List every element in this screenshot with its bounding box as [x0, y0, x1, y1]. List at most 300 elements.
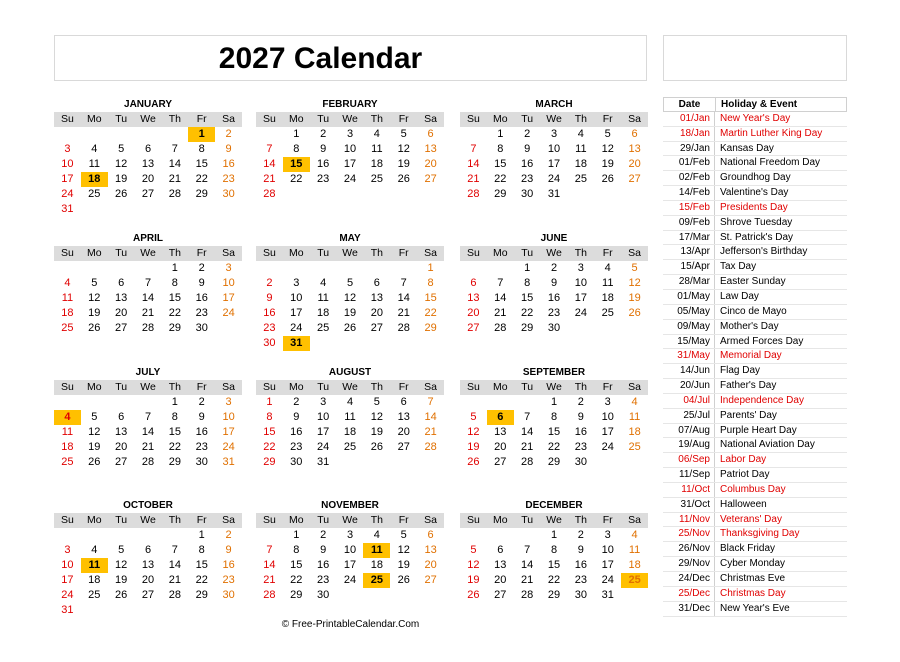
day-cell: 13 [115, 292, 128, 304]
holiday-day-cell: 25 [363, 573, 390, 588]
month-grid [256, 246, 444, 351]
day-cell: 29 [547, 589, 561, 601]
day-cell: 30 [521, 188, 534, 200]
day-cell: 11 [371, 143, 383, 155]
weekday-header: Th [161, 380, 188, 395]
empty-day-cell [135, 528, 162, 543]
holiday-row [663, 557, 847, 572]
day-cell: 10 [547, 143, 561, 155]
weekday-header: Th [161, 513, 188, 528]
day-cell: 18 [317, 307, 330, 319]
day-cell: 29 [547, 456, 561, 468]
day-cell: 19 [370, 426, 383, 438]
day-cell: 9 [198, 411, 205, 423]
day-cell: 1 [524, 262, 531, 274]
weekday-header: Fr [594, 246, 621, 261]
weekday-header: Mo [81, 513, 108, 528]
day-cell: 28 [141, 456, 155, 468]
holiday-day-cell: 25 [621, 573, 648, 588]
holiday-event: Armed Forces Day [720, 335, 804, 347]
month-november [256, 498, 444, 603]
month-january [54, 97, 242, 217]
holiday-event: Martin Luther King Day [720, 127, 823, 139]
day-cell: 29 [168, 322, 181, 334]
holiday-row [663, 409, 847, 424]
day-cell: 17 [61, 173, 74, 185]
empty-day-cell [460, 395, 487, 410]
day-cell: 13 [494, 426, 507, 438]
day-cell: 17 [343, 158, 357, 170]
weekday-header: Fr [390, 513, 417, 528]
empty-day-cell [363, 261, 390, 276]
holiday-list [663, 97, 847, 617]
day-cell: 24 [61, 188, 74, 200]
holiday-date: 06/Sep [663, 453, 715, 467]
empty-day-cell [487, 395, 514, 410]
holiday-event: New Year's Eve [720, 602, 790, 614]
day-cell: 1 [497, 128, 504, 140]
day-cell: 21 [141, 441, 155, 453]
month-name: OCTOBER [123, 500, 173, 511]
holiday-row [663, 171, 847, 186]
month-march [460, 97, 648, 202]
weekday-header: We [135, 246, 162, 261]
day-cell: 16 [574, 559, 587, 571]
side-header-box [663, 35, 847, 81]
day-cell: 29 [424, 322, 437, 334]
weekday-header: Su [460, 112, 487, 127]
day-cell: 12 [88, 426, 101, 438]
day-cell: 30 [222, 188, 235, 200]
holiday-day-cell: 15 [283, 157, 310, 172]
day-cell: 10 [317, 411, 330, 423]
day-cell: 30 [574, 456, 587, 468]
day-cell: 17 [61, 574, 74, 586]
day-cell: 28 [521, 589, 534, 601]
day-cell: 30 [547, 322, 561, 334]
holiday-row [663, 602, 847, 617]
day-cell: 25 [61, 456, 74, 468]
day-cell: 2 [550, 262, 558, 274]
day-cell: 1 [293, 128, 300, 140]
holiday-date: 14/Feb [663, 186, 715, 200]
day-cell: 28 [263, 589, 276, 601]
holiday-row [663, 453, 847, 468]
day-cell: 26 [88, 322, 101, 334]
day-cell: 19 [88, 307, 101, 319]
day-cell: 12 [115, 559, 128, 571]
day-cell: 23 [263, 322, 276, 334]
holiday-date: 01/Jan [663, 112, 715, 126]
day-cell: 14 [263, 158, 276, 170]
holiday-row [663, 320, 847, 335]
day-cell: 22 [195, 173, 208, 185]
month-july [54, 365, 242, 470]
day-cell: 24 [574, 307, 587, 319]
day-cell: 28 [168, 188, 181, 200]
day-cell: 9 [577, 411, 584, 423]
day-cell: 5 [373, 396, 380, 408]
day-cell: 10 [290, 292, 303, 304]
day-cell: 14 [467, 158, 480, 170]
day-cell: 7 [524, 544, 531, 556]
weekday-header: We [135, 380, 162, 395]
holiday-date: 29/Nov [663, 557, 715, 571]
weekday-header: Su [54, 380, 81, 395]
holiday-row [663, 335, 847, 350]
day-cell: 28 [467, 188, 480, 200]
weekday-header: Tu [108, 112, 135, 127]
day-cell: 18 [370, 158, 383, 170]
day-cell: 16 [195, 292, 208, 304]
day-cell: 20 [467, 307, 480, 319]
day-cell: 5 [91, 277, 98, 289]
day-cell: 31 [317, 456, 330, 468]
day-cell: 3 [225, 396, 232, 408]
day-cell: 5 [400, 529, 407, 541]
day-cell: 12 [467, 559, 480, 571]
holiday-date: 15/Apr [663, 260, 715, 274]
weekday-header: We [541, 513, 568, 528]
day-cell: 14 [263, 559, 276, 571]
day-cell: 21 [168, 173, 181, 185]
weekday-header: Tu [108, 246, 135, 261]
day-cell: 17 [343, 559, 357, 571]
day-cell: 19 [467, 574, 480, 586]
day-cell: 22 [168, 307, 181, 319]
day-cell: 11 [628, 544, 641, 556]
day-cell: 7 [144, 411, 152, 423]
weekday-header: Sa [621, 380, 648, 395]
day-cell: 17 [290, 307, 303, 319]
month-grid [256, 112, 444, 202]
day-cell: 11 [88, 158, 100, 170]
day-cell: 9 [225, 143, 232, 155]
day-cell: 29 [494, 188, 507, 200]
day-cell: 18 [628, 559, 641, 571]
holiday-row [663, 186, 847, 201]
day-cell: 23 [574, 574, 587, 586]
holiday-date-header: Date [664, 98, 716, 111]
day-cell: 25 [61, 322, 74, 334]
holiday-date: 19/Aug [663, 438, 715, 452]
empty-day-cell [135, 395, 162, 410]
holiday-event: Thanksgiving Day [720, 528, 800, 540]
day-cell: 21 [521, 441, 534, 453]
month-february [256, 97, 444, 202]
empty-day-cell [460, 528, 487, 543]
day-cell: 16 [574, 426, 587, 438]
holiday-event: Easter Sunday [720, 276, 786, 288]
day-cell: 23 [222, 574, 235, 586]
day-cell: 15 [168, 292, 181, 304]
day-cell: 18 [601, 292, 614, 304]
weekday-header: We [337, 513, 364, 528]
day-cell: 5 [118, 544, 125, 556]
day-cell: 14 [494, 292, 507, 304]
day-cell: 26 [343, 322, 357, 334]
holiday-row [663, 527, 847, 542]
page-title: 2027 Calendar [218, 42, 423, 75]
day-cell: 16 [547, 292, 561, 304]
holiday-event: Purple Heart Day [720, 424, 797, 436]
day-cell: 4 [346, 396, 354, 408]
day-cell: 6 [118, 411, 125, 423]
weekday-header: We [541, 112, 568, 127]
holiday-date: 13/Apr [663, 245, 715, 259]
day-cell: 5 [470, 411, 477, 423]
holiday-row [663, 305, 847, 320]
day-cell: 25 [601, 307, 614, 319]
day-cell: 28 [521, 456, 534, 468]
holiday-row [663, 424, 847, 439]
day-cell: 4 [631, 396, 638, 408]
empty-day-cell [460, 261, 487, 276]
day-cell: 19 [88, 441, 101, 453]
day-cell: 2 [266, 277, 273, 289]
day-cell: 26 [467, 589, 480, 601]
weekday-header: Mo [283, 513, 310, 528]
day-cell: 13 [141, 158, 155, 170]
day-cell: 18 [61, 307, 74, 319]
day-cell: 19 [628, 292, 641, 304]
day-cell: 5 [470, 544, 477, 556]
weekday-header: Tu [108, 380, 135, 395]
day-cell: 16 [317, 559, 330, 571]
weekday-header: Sa [215, 513, 242, 528]
day-cell: 10 [61, 559, 74, 571]
weekday-header: Mo [283, 380, 310, 395]
day-cell: 26 [601, 173, 614, 185]
day-cell: 27 [115, 456, 128, 468]
holiday-date: 02/Feb [663, 171, 715, 185]
day-cell: 10 [601, 411, 614, 423]
footer-credit: © Free-PrintableCalendar.Com [281, 619, 420, 630]
weekday-header: Tu [310, 246, 337, 261]
holiday-row [663, 290, 847, 305]
empty-day-cell [81, 528, 108, 543]
month-grid [54, 246, 242, 336]
weekday-header: Th [567, 112, 594, 127]
day-cell: 1 [266, 396, 273, 408]
day-cell: 26 [115, 188, 128, 200]
day-cell: 26 [397, 173, 410, 185]
empty-day-cell [161, 127, 188, 142]
holiday-event: Independence Day [720, 394, 804, 406]
weekday-header: Su [54, 513, 81, 528]
day-cell: 3 [550, 128, 558, 140]
day-cell: 3 [320, 396, 327, 408]
day-cell: 22 [494, 173, 507, 185]
day-cell: 8 [293, 143, 300, 155]
holiday-date: 31/Oct [663, 498, 715, 512]
day-cell: 13 [115, 426, 128, 438]
day-cell: 4 [631, 529, 638, 541]
holiday-day-cell: 11 [363, 543, 390, 558]
month-grid [460, 112, 648, 202]
day-cell: 10 [343, 544, 357, 556]
day-cell: 12 [88, 292, 101, 304]
empty-day-cell [135, 127, 162, 142]
weekday-header: We [135, 513, 162, 528]
day-cell: 27 [424, 173, 437, 185]
day-cell: 9 [550, 277, 558, 289]
empty-day-cell [81, 127, 108, 142]
day-cell: 9 [225, 544, 232, 556]
day-cell: 10 [574, 277, 587, 289]
day-cell: 20 [628, 158, 641, 170]
day-cell: 22 [547, 441, 561, 453]
day-cell: 11 [344, 411, 356, 423]
holiday-date: 09/May [663, 320, 715, 334]
weekday-header: Mo [283, 112, 310, 127]
month-name: MARCH [535, 99, 573, 110]
holiday-date: 25/Nov [663, 527, 715, 541]
holiday-row [663, 498, 847, 513]
day-cell: 23 [521, 173, 534, 185]
weekday-header: Th [161, 246, 188, 261]
holiday-row [663, 260, 847, 275]
day-cell: 6 [427, 128, 434, 140]
day-cell: 2 [577, 396, 584, 408]
holiday-event: Kansas Day [720, 142, 774, 154]
day-cell: 7 [524, 411, 531, 423]
holiday-day-cell: 6 [487, 410, 514, 425]
day-cell: 13 [628, 143, 641, 155]
holiday-date: 11/Oct [663, 483, 715, 497]
holiday-date: 31/May [663, 349, 715, 363]
day-cell: 4 [91, 544, 98, 556]
day-cell: 4 [373, 529, 380, 541]
weekday-header: Mo [81, 112, 108, 127]
month-name: JUNE [540, 233, 568, 244]
day-cell: 20 [397, 426, 410, 438]
day-cell: 15 [263, 426, 276, 438]
holiday-event: Columbus Day [720, 483, 786, 495]
weekday-header: We [541, 246, 568, 261]
day-cell: 12 [397, 544, 410, 556]
holiday-date: 28/Mar [663, 275, 715, 289]
day-cell: 10 [222, 277, 235, 289]
weekday-header: Mo [487, 513, 514, 528]
day-cell: 14 [397, 292, 410, 304]
day-cell: 23 [195, 307, 208, 319]
day-cell: 1 [171, 396, 178, 408]
holiday-day-cell: 31 [283, 336, 310, 351]
day-cell: 2 [293, 396, 300, 408]
day-cell: 4 [373, 128, 380, 140]
day-cell: 8 [171, 411, 178, 423]
holiday-event: Valentine's Day [720, 187, 789, 199]
empty-day-cell [108, 395, 135, 410]
month-grid [54, 380, 242, 470]
day-cell: 15 [494, 158, 507, 170]
day-cell: 30 [263, 337, 276, 349]
day-cell: 26 [397, 574, 410, 586]
day-cell: 28 [141, 322, 155, 334]
day-cell: 15 [424, 292, 437, 304]
weekday-header: Su [256, 112, 283, 127]
holiday-date: 25/Jul [663, 409, 715, 423]
month-grid [256, 380, 444, 470]
empty-day-cell [108, 528, 135, 543]
weekday-header: Tu [108, 513, 135, 528]
holiday-day-cell: 11 [81, 558, 108, 573]
holiday-row [663, 201, 847, 216]
day-cell: 15 [547, 559, 561, 571]
month-may [256, 231, 444, 351]
day-cell: 3 [577, 262, 584, 274]
holiday-list-header [663, 97, 847, 112]
holiday-event: Christmas Day [720, 587, 786, 599]
day-cell: 31 [222, 456, 235, 468]
holiday-row [663, 572, 847, 587]
day-cell: 25 [88, 589, 101, 601]
month-august [256, 365, 444, 470]
month-name: JULY [135, 367, 161, 378]
day-cell: 31 [547, 188, 561, 200]
day-cell: 1 [198, 529, 205, 541]
month-name: AUGUST [328, 367, 372, 378]
day-cell: 2 [198, 262, 205, 274]
day-cell: 10 [343, 143, 357, 155]
empty-day-cell [81, 395, 108, 410]
day-cell: 24 [601, 574, 614, 586]
holiday-event: Tax Day [720, 261, 757, 273]
holiday-row [663, 394, 847, 409]
day-cell: 11 [61, 292, 74, 304]
day-cell: 22 [521, 307, 534, 319]
day-cell: 28 [397, 322, 410, 334]
weekday-header: Sa [417, 380, 444, 395]
day-cell: 4 [91, 143, 98, 155]
day-cell: 23 [574, 441, 587, 453]
weekday-header: Mo [81, 380, 108, 395]
day-cell: 7 [400, 277, 407, 289]
day-cell: 8 [198, 143, 205, 155]
day-cell: 24 [601, 441, 614, 453]
holiday-event: Halloween [720, 498, 767, 510]
month-name: MAY [339, 233, 361, 244]
weekday-header: Th [363, 246, 390, 261]
day-cell: 28 [424, 441, 437, 453]
day-cell: 11 [317, 292, 329, 304]
holiday-date: 24/Dec [663, 572, 715, 586]
day-cell: 27 [628, 173, 641, 185]
day-cell: 1 [171, 262, 178, 274]
empty-day-cell [54, 395, 81, 410]
day-cell: 17 [222, 426, 235, 438]
day-cell: 14 [521, 559, 534, 571]
weekday-header: Tu [310, 380, 337, 395]
day-cell: 19 [115, 173, 128, 185]
holiday-event: Cyber Monday [720, 558, 786, 570]
day-cell: 12 [370, 411, 383, 423]
day-cell: 8 [171, 277, 178, 289]
holiday-row [663, 112, 847, 127]
holiday-event: Patriot Day [720, 469, 770, 481]
holiday-row [663, 216, 847, 231]
weekday-header: We [541, 380, 568, 395]
empty-day-cell [54, 127, 81, 142]
holiday-date: 31/Dec [663, 602, 715, 616]
empty-day-cell [487, 261, 514, 276]
day-cell: 16 [222, 559, 235, 571]
weekday-header: Su [460, 513, 487, 528]
weekday-header: Mo [487, 380, 514, 395]
weekday-header: Fr [188, 112, 215, 127]
day-cell: 7 [144, 277, 152, 289]
